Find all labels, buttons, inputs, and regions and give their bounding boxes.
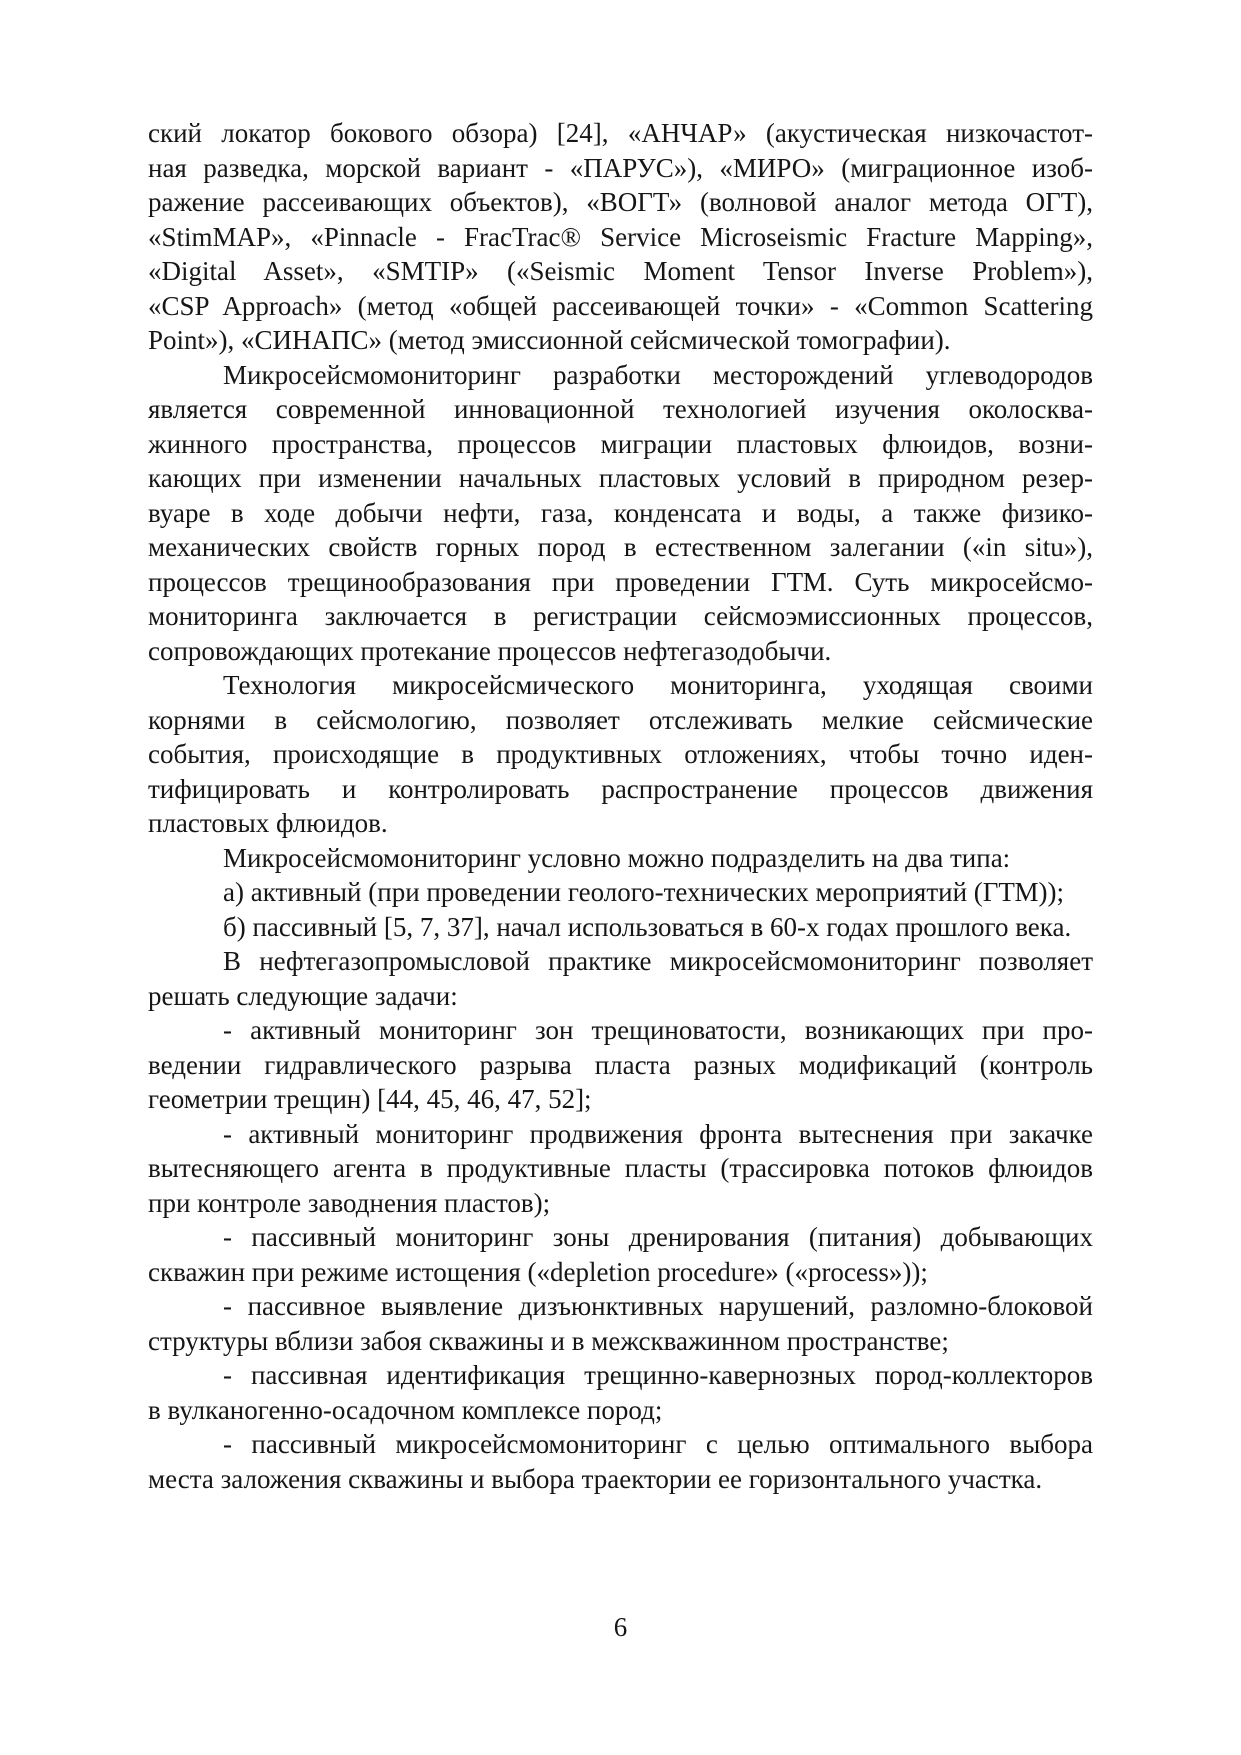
text-line: корнями в сейсмологию, позволяет отслеживать мелкие сейсмические bbox=[148, 704, 1093, 735]
text-line: места заложения скважины и выбора траектории ее горизонтального участка. bbox=[148, 1463, 1043, 1494]
text-line: - пассивный мониторинг зоны дренирования (питания) добывающих bbox=[223, 1222, 1093, 1252]
text-line: Технология микросейсмического мониторинга, уходящая своими bbox=[223, 670, 1093, 700]
text-line: жинного пространства, процессов миграции пластовых флюидов, возни- bbox=[148, 428, 1093, 459]
text-line: является современной инновационной технологией изучения околосква- bbox=[148, 394, 1093, 424]
text-line: структуры вблизи забоя скважины и в межскважинном пространстве; bbox=[148, 1325, 949, 1356]
text-line: при контроле заводнения пластов); bbox=[148, 1187, 551, 1218]
text-line: механических свойств горных пород в естественном залегании («in situ»), bbox=[148, 532, 1093, 562]
text-line: В нефтегазопромысловой практике микросейсмомониторинг позволяет bbox=[223, 946, 1093, 976]
text-line: «StimMAP», «Pinnacle - FracTrac® Service Microseismic Fracture Mapping», bbox=[148, 221, 1093, 252]
text-line: вуаре в ходе добычи нефти, газа, конденсата и воды, а также физико- bbox=[148, 497, 1093, 528]
text-line: Point»), «СИНАПС» (метод эмиссионной сейсмической томографии). bbox=[148, 325, 951, 355]
text-line: Микросейсмомониторинг разработки месторождений углеводородов bbox=[223, 359, 1093, 390]
text-line: - пассивная идентификация трещинно-кавернозных пород-коллекторов bbox=[223, 1360, 1093, 1390]
text-line: тифицировать и контролировать распространение процессов движения bbox=[148, 773, 1093, 804]
text-line: ражение рассеивающих объектов), «ВОГТ» (волновой аналог метода ОГТ), bbox=[148, 187, 1093, 217]
text-line: в вулканогенно-осадочном комплексе пород; bbox=[148, 1394, 663, 1425]
text-line: ведении гидравлического разрыва пласта разных модификаций (контроль bbox=[148, 1049, 1093, 1080]
document-page bbox=[148, 116, 1093, 1496]
body-text bbox=[148, 116, 1093, 1496]
text-line: мониторинга заключается в регистрации сейсмоэмиссионных процессов, bbox=[148, 601, 1093, 631]
text-line: сопровождающих протекание процессов нефтегазодобычи. bbox=[148, 635, 832, 666]
text-line: Микросейсмомониторинг условно можно подразделить на два типа: bbox=[223, 842, 1011, 873]
text-line: ский локатор бокового обзора) [24], «АНЧАР» (акустическая низкочастот- bbox=[148, 118, 1093, 148]
page-number: 6 bbox=[613, 1612, 628, 1642]
text-line: б) пассивный [5, 7, 37], начал использоваться в 60-х годах прошлого века. bbox=[223, 911, 1072, 942]
text-line: - активный мониторинг продвижения фронта вытеснения при закачке bbox=[223, 1118, 1093, 1149]
text-line: геометрии трещин) [44, 45, 46, 47, 52]; bbox=[148, 1084, 592, 1114]
text-line: - пассивное выявление дизъюнктивных нарушений, разломно-блоковой bbox=[223, 1291, 1093, 1321]
text-line: - пассивный микросейсмомониторинг с целью оптимального выбора bbox=[223, 1429, 1093, 1459]
text-line: события, происходящие в продуктивных отложениях, чтобы точно иден- bbox=[148, 739, 1093, 769]
text-line: скважин при режиме истощения («depletion procedure» («process»)); bbox=[148, 1256, 928, 1287]
text-line: а) активный (при проведении геолого-технических мероприятий (ГТМ)); bbox=[223, 877, 1065, 907]
text-line: процессов трещинообразования при проведении ГТМ. Суть микросейсмо- bbox=[148, 566, 1093, 597]
text-line: - активный мониторинг зон трещиноватости, возникающих при про- bbox=[223, 1015, 1093, 1045]
text-line: «CSP Approach» (метод «общей рассеивающей точки» - «Common Scattering bbox=[148, 290, 1093, 321]
text-line: кающих при изменении начальных пластовых условий в природном резер- bbox=[148, 463, 1093, 493]
text-line: ная разведка, морской вариант - «ПАРУС»), «МИРО» (миграционное изоб- bbox=[148, 152, 1093, 183]
text-line: «Digital Asset», «SMTIP» («Seismic Moment Tensor Inverse Problem»), bbox=[148, 256, 1093, 286]
text-line: пластовых флюидов. bbox=[148, 808, 388, 838]
text-line: решать следующие задачи: bbox=[148, 980, 458, 1011]
text-line: вытесняющего агента в продуктивные пласты (трассировка потоков флюидов bbox=[148, 1153, 1093, 1183]
